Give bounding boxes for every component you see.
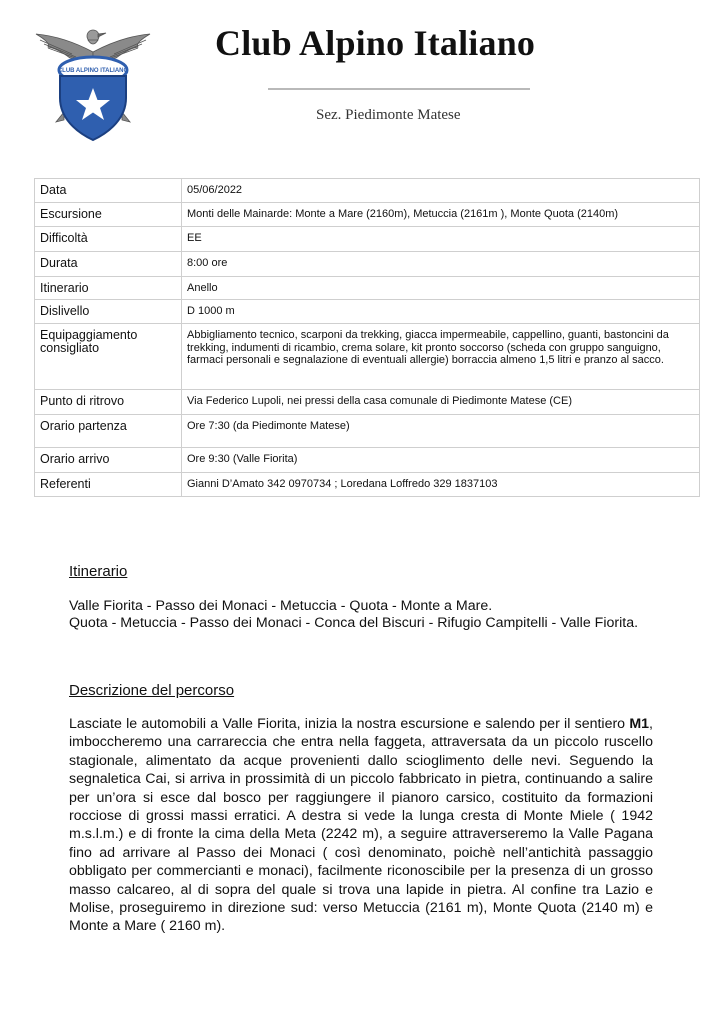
row-label: Difficoltà [35, 227, 182, 252]
row-value: Ore 9:30 (Valle Fiorita) [182, 448, 700, 473]
title-divider [268, 88, 530, 90]
row-value: Gianni D’Amato 342 0970734 ; Loredana Loffredo 329 1837103 [182, 473, 700, 497]
row-label: Equipaggiamento consigliato [35, 324, 182, 390]
row-label: Data [35, 179, 182, 203]
row-label: Punto di ritrovo [35, 390, 182, 415]
itinerary-line-1: Valle Fiorita - Passo dei Monaci - Metuccia - Quota - Monte a Mare. [69, 598, 493, 614]
row-label: Escursione [35, 203, 182, 227]
row-value: 8:00 ore [182, 252, 700, 277]
trail-code: M1 [629, 716, 650, 732]
description-paragraph [69, 715, 653, 936]
row-value: Via Federico Lupoli, nei pressi della casa comunale di Piedimonte Matese (CE) [182, 390, 700, 415]
row-value: D 1000 m [182, 300, 700, 324]
table-row [35, 473, 700, 497]
table-row [35, 448, 700, 473]
description-heading: Descrizione del percorso [69, 682, 235, 699]
table-row [35, 390, 700, 415]
itinerary-heading: Itinerario [69, 563, 128, 580]
logo-text: CLUB ALPINO ITALIANO [57, 68, 129, 74]
description-text-start: Lasciate le automobili a Valle Fiorita, inizia la nostra escursione e salendo per il sentiero [69, 716, 630, 732]
table-row [35, 252, 700, 277]
row-label: Orario arrivo [35, 448, 182, 473]
row-label: Referenti [35, 473, 182, 497]
row-label: Dislivello [35, 300, 182, 324]
table-row [35, 227, 700, 252]
row-value: Abbigliamento tecnico, scarponi da trekking, giacca impermeabile, cappellino, guanti, bastoncini da trekking, indumenti di ricambio, crema solare, kit pronto soccorso (scheda con gruppo sanguigno, farmaci personali e segnalazione di eventuali allergie) borraccia almeno 1,5 litri e pranzo al sacco. [182, 324, 700, 390]
row-value: Anello [182, 277, 700, 300]
row-value: 05/06/2022 [182, 179, 700, 203]
row-value: EE [182, 227, 700, 252]
itinerary-line-2: Quota - Metuccia - Passo dei Monaci - Conca del Biscuri - Rifugio Campitelli - Valle Fiorita. [69, 615, 639, 631]
table-row [35, 179, 700, 203]
table-row [35, 324, 700, 390]
page-title: Club Alpino Italiano [215, 23, 536, 63]
row-value: Monti delle Mainarde: Monte a Mare (2160m), Metuccia (2161m ), Monte Quota (2140m) [182, 203, 700, 227]
row-label: Orario partenza [35, 415, 182, 448]
table-row [35, 415, 700, 448]
row-value: Ore 7:30 (da Piedimonte Matese) [182, 415, 700, 448]
cai-logo [18, 14, 168, 150]
row-label: Durata [35, 252, 182, 277]
section-subtitle: Sez. Piedimonte Matese [316, 107, 461, 123]
table-row [35, 277, 700, 300]
row-label: Itinerario [35, 277, 182, 300]
excursion-info-table [34, 178, 700, 497]
table-row [35, 300, 700, 324]
table-row [35, 203, 700, 227]
description-text-rest: , imboccheremo una carrareccia che entra nella faggeta, attraversata da un piccolo ruscello stagionale, alimentato da acque provenienti dallo scioglimento delle nevi. Seguendo la segnaletica Cai, si arriva in prossimità di un piccolo fabbricato in pietra, continuando a salire per un’ora si esce dal bosco per raggiungere il pianoro carsico, costituito da formazioni rocciose di grossi massi erratici. A destra si vede la lunga cresta di Monte Miele ( 1942 m.s.l.m.) e di fronte la cima della Meta (2242 m), a seguire attraverseremo la Valle Pagana fino ad arrivare al Passo dei Monaci ( così denominato, poichè nell’antichità passaggio obbligato per commercianti e monaci), facilmente riconoscibile per la presenza di un grosso masso calcareo, al di sopra del quale si trova una lapide in pietra. Al confine tra Lazio e Molise, proseguiremo in direzione sud: verso Metuccia (2161 m), Monte Quota (2140 m) e Monte a Mare ( 2160 m). [69, 716, 653, 935]
